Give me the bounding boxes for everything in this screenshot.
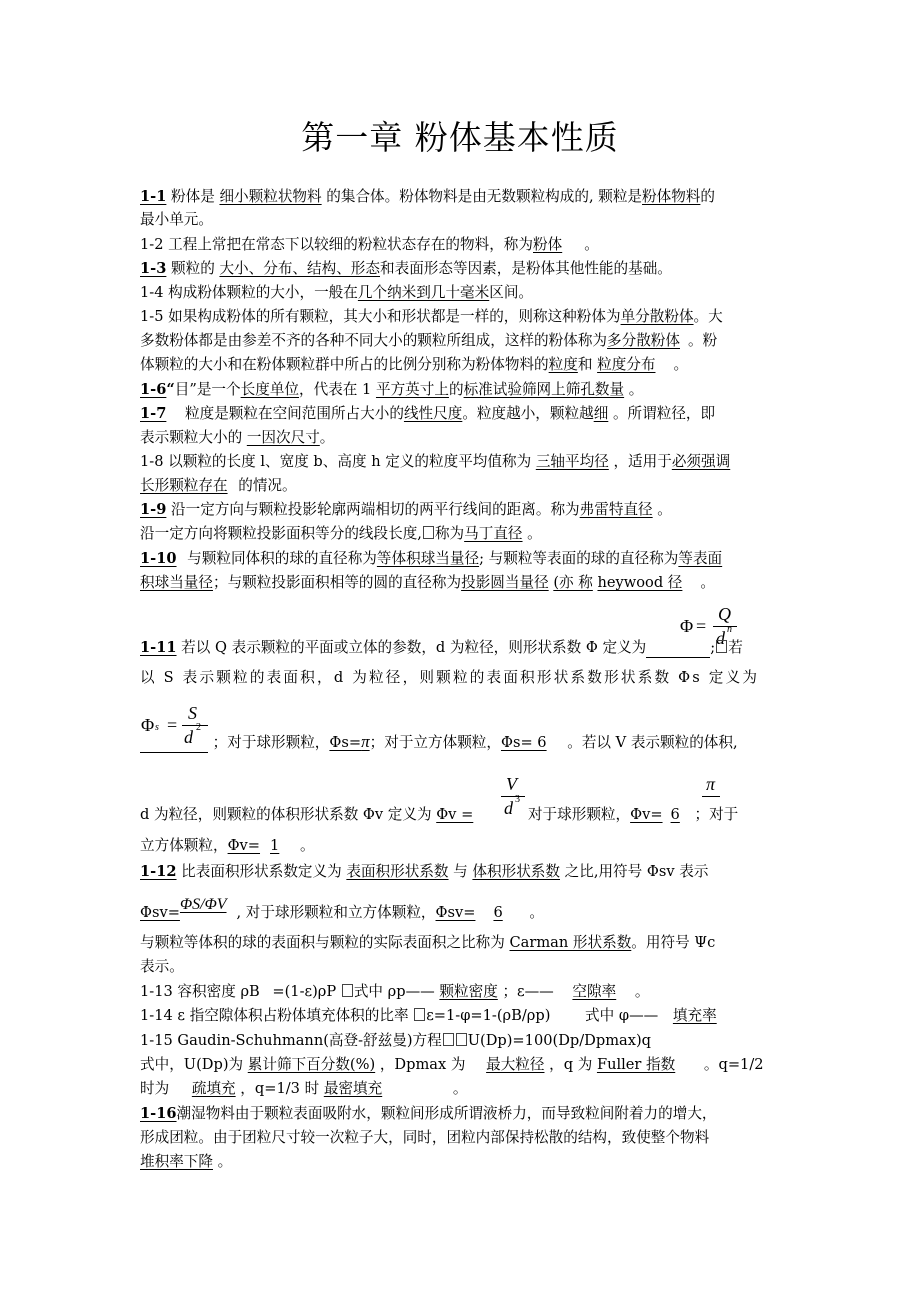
text: ，Dpmax 为 bbox=[379, 1056, 466, 1073]
q1-12-line1 bbox=[140, 862, 785, 882]
q-number: 1-1 bbox=[140, 188, 167, 205]
text: 粒度是颗粒在空间范围所占大小的 bbox=[185, 405, 404, 422]
q1-10-line1 bbox=[140, 549, 785, 569]
answer: 体积形状系数 bbox=[472, 863, 560, 880]
q1-5-line1 bbox=[140, 307, 785, 327]
answer: Φs= 6 bbox=[500, 734, 547, 751]
answer: 线性尺度 bbox=[403, 405, 463, 422]
text: ; bbox=[710, 639, 716, 656]
subscript: s bbox=[155, 722, 159, 733]
text: ；对于球形颗粒， bbox=[212, 734, 330, 751]
text: 。 bbox=[584, 236, 599, 253]
missing-glyph-box bbox=[414, 1008, 425, 1021]
q1-15-line2 bbox=[140, 1055, 785, 1075]
answer: 粒度 bbox=[548, 356, 578, 373]
answer: 几个纳米到几十毫米 bbox=[357, 284, 490, 301]
text: 。 bbox=[319, 429, 335, 446]
text: 立方体颗粒， bbox=[140, 837, 228, 854]
denominator: d bbox=[184, 727, 193, 747]
answer: 细 bbox=[593, 405, 609, 422]
text: 1-8 以颗粒的长度 l、宽度 b、高度 h 定义的粒度平均值称为 bbox=[140, 453, 532, 470]
q-number: 1-3 bbox=[140, 260, 167, 277]
missing-glyph-box bbox=[443, 1033, 454, 1046]
numerator: V bbox=[506, 774, 517, 794]
exponent: 2 bbox=[196, 722, 201, 733]
q1-4 bbox=[140, 283, 785, 303]
answer: 积球当量径 bbox=[140, 574, 213, 591]
answer: 累计筛下百分数(%) bbox=[247, 1056, 376, 1073]
q1-8-line1 bbox=[140, 452, 785, 472]
text: 的 bbox=[700, 188, 716, 205]
q1-10-line2 bbox=[140, 573, 785, 593]
text: 和 bbox=[577, 356, 593, 373]
q-number: 1-10 bbox=[140, 550, 177, 567]
q1-7-line2 bbox=[140, 428, 785, 448]
text: 1-14 ε 指空隙体积占粉体填充体积的比率 bbox=[140, 1007, 409, 1024]
text: (亦 称 bbox=[553, 574, 593, 591]
q1-12-line3 bbox=[140, 933, 785, 953]
answer: Φsv= bbox=[140, 904, 180, 921]
answer: 粉体 bbox=[533, 236, 563, 253]
text: 之比,用符号 Φsv 表示 bbox=[564, 863, 709, 880]
text: 。 bbox=[529, 904, 544, 921]
q-number: 1-6 bbox=[140, 381, 167, 398]
text: 的情况。 bbox=[238, 477, 297, 494]
answer: 粒度分布 bbox=[597, 356, 656, 373]
q1-1-line1 bbox=[140, 187, 785, 207]
exponent: n bbox=[727, 624, 732, 635]
q1-16-line2: 形成团粒。由于团粒尺寸较一次粒子大，同时，团粒内部保持松散的结构，致使整个物料 bbox=[140, 1129, 710, 1146]
text: d 为粒径，则颗粒的体积形状系数 Φv 定义为 bbox=[140, 806, 432, 823]
text: 沿一定方向与颗粒投影轮廓两端相切的两平行线间的距离。称为 bbox=[171, 501, 580, 518]
text: 区间。 bbox=[489, 284, 534, 301]
text: 颗粒的 bbox=[171, 260, 215, 277]
text: 。 bbox=[217, 1153, 233, 1170]
formula-blank bbox=[646, 641, 710, 658]
text: 式中，U(Dp)为 bbox=[140, 1056, 244, 1073]
answer: 粉体物料 bbox=[642, 188, 701, 205]
numerator: Q bbox=[718, 604, 731, 624]
q-number: 1-11 bbox=[140, 639, 177, 656]
text: 。若以 V 表示颗粒的体积, bbox=[567, 734, 738, 751]
q1-14 bbox=[140, 1006, 785, 1026]
text: 比表面积形状系数定义为 bbox=[181, 863, 342, 880]
text: 。 bbox=[628, 381, 644, 398]
pi-numerator: π bbox=[706, 774, 716, 794]
answer: 必须强调 bbox=[671, 453, 731, 470]
answer: Φv = bbox=[436, 806, 474, 823]
fraction-bar bbox=[713, 626, 737, 627]
text: 。 bbox=[634, 983, 650, 1000]
text: 。 bbox=[700, 574, 716, 591]
quote-mark: “ bbox=[166, 381, 175, 398]
text: 多数粉体都是由参差不齐的各种不同大小的颗粒所组成，这样的粉体称为 bbox=[140, 332, 608, 349]
q1-12-line2 bbox=[140, 896, 785, 923]
q1-9-line2 bbox=[140, 524, 785, 544]
equals: = bbox=[167, 715, 178, 735]
text: 若以 Q 表示颗粒的平面或立体的参数，d 为粒径，则形状系数 Φ 定义为 bbox=[181, 639, 647, 656]
answer: 一因次尺寸 bbox=[246, 429, 320, 446]
answer: Φv= bbox=[630, 806, 663, 823]
text: 式中 φ—— bbox=[585, 1007, 659, 1024]
q1-11-line5 bbox=[140, 836, 785, 856]
text: 的 bbox=[448, 381, 464, 398]
q-number: 1-12 bbox=[140, 863, 177, 880]
text: , 对于球形颗粒和立方体颗粒， bbox=[236, 904, 436, 921]
text: ; 与颗粒等表面的球的直径称为 bbox=[479, 550, 679, 567]
answer: Fuller 指数 bbox=[596, 1056, 676, 1073]
answer: 等体积球当量径 bbox=[376, 550, 480, 567]
q-number: 1-9 bbox=[140, 501, 167, 518]
q1-11-line2: 以 S 表示颗粒的表面积，d 为粒径，则颗粒的表面积形状系数形状系数 Φs 定义为 bbox=[140, 669, 760, 686]
answer: 细小颗粒状物料 bbox=[219, 188, 322, 205]
answer: 疏填充 bbox=[191, 1080, 236, 1097]
text: 目”是一个 bbox=[174, 381, 241, 398]
text: ，代表在 1 bbox=[299, 381, 372, 398]
one: 1 bbox=[270, 837, 280, 854]
answer: 等表面 bbox=[678, 550, 723, 567]
answer: 单分散粉体 bbox=[620, 308, 694, 325]
chapter-title: 第一章 粉体基本性质 bbox=[301, 118, 619, 157]
answer: 堆积率下降 bbox=[140, 1153, 213, 1170]
missing-glyph-box bbox=[342, 984, 353, 997]
answer: 多分散粉体 bbox=[607, 332, 680, 349]
text: 1-2 工程上常把在常态下以较细的粉粒状态存在的物料，称为 bbox=[140, 236, 533, 253]
q1-8-line2 bbox=[140, 476, 785, 496]
q-number: 1-16 bbox=[140, 1105, 177, 1122]
answer: 填充率 bbox=[672, 1007, 717, 1024]
text: 。用符号 Ψc bbox=[631, 934, 716, 951]
missing-glyph-box bbox=[423, 526, 434, 539]
text: 的集合体。粉体物料是由无数颗粒构成的, 颗粒是 bbox=[326, 188, 643, 205]
answer: 空隙率 bbox=[572, 983, 617, 1000]
exponent: 3 bbox=[515, 794, 520, 805]
q1-1-line2: 最小单元。 bbox=[140, 211, 213, 228]
text: =(1-ε)ρP bbox=[272, 983, 337, 1000]
text: 式中 ρp—— bbox=[353, 983, 435, 1000]
text: 与颗粒同体积的球的直径称为 bbox=[187, 550, 377, 567]
formula-blank bbox=[140, 736, 208, 753]
q-number: 1-7 bbox=[140, 405, 167, 422]
q1-13 bbox=[140, 982, 785, 1002]
missing-glyph-box bbox=[456, 1033, 467, 1046]
answer: Carman 形状系数 bbox=[509, 934, 632, 951]
q1-11-line3 bbox=[140, 732, 785, 753]
q1-7-line1 bbox=[140, 404, 785, 424]
text: ；与颗粒投影面积相等的圆的直径称为 bbox=[212, 574, 462, 591]
text: ，q 为 bbox=[549, 1056, 593, 1073]
q1-9-line1 bbox=[140, 500, 785, 520]
six: 6 bbox=[493, 904, 503, 921]
text: 。 bbox=[299, 837, 315, 854]
q1-5-line2 bbox=[140, 331, 785, 351]
text: 。 bbox=[673, 356, 689, 373]
text: 沿一定方向将颗粒投影面积等分的线段长度, bbox=[140, 525, 422, 542]
text: ；对于立方体颗粒， bbox=[369, 734, 501, 751]
text: 若 bbox=[728, 639, 743, 656]
q1-6 bbox=[140, 380, 785, 400]
text: 1-13 容积密度 ρB bbox=[140, 983, 260, 1000]
q1-11-line1 bbox=[140, 638, 785, 658]
fraction-bar bbox=[501, 796, 525, 797]
q1-16-line1 bbox=[140, 1104, 785, 1124]
answer: Φsv= bbox=[435, 904, 476, 921]
text: 。粒度越小，颗粒越 bbox=[462, 405, 594, 422]
six: 6 bbox=[670, 806, 680, 823]
q1-16-line3 bbox=[140, 1152, 785, 1172]
answer: heywood 径 bbox=[597, 574, 683, 591]
q1-2 bbox=[140, 235, 785, 255]
text: ，适用于 bbox=[613, 453, 672, 470]
text: 与 bbox=[453, 863, 468, 880]
text: ，q=1/3 时 bbox=[240, 1080, 320, 1097]
numerator: S bbox=[188, 703, 197, 723]
text: 潮湿物料由于颗粒表面吸附水，颗粒间形成所谓液桥力，而导致粒间附着力的增大， bbox=[176, 1105, 717, 1122]
text: ；ε—— bbox=[502, 983, 554, 1000]
answer: 长形颗粒存在 bbox=[140, 477, 228, 494]
text: 粉体是 bbox=[171, 188, 215, 205]
text: 。 bbox=[527, 525, 542, 542]
text: 。大 bbox=[693, 308, 723, 325]
text: 和表面形态等因素，是粉体其他性能的基础。 bbox=[380, 260, 672, 277]
q1-15-line3 bbox=[140, 1079, 785, 1099]
denominator: d bbox=[504, 798, 513, 818]
answer: 平方英寸上 bbox=[375, 381, 449, 398]
text: 1-15 Gaudin-Schuhmann(高登-舒兹曼)方程 bbox=[140, 1032, 442, 1049]
denominator: d bbox=[716, 628, 725, 648]
phi-symbol: Φ bbox=[680, 616, 694, 636]
phi-symbol: Φ bbox=[141, 715, 155, 735]
text: 1-4 构成粉体颗粒的大小，一般在 bbox=[140, 284, 358, 301]
text: ε=1-φ=1-(ρB/ρp) bbox=[426, 1007, 551, 1024]
text: 对于球形颗粒， bbox=[527, 806, 631, 823]
answer: 投影圆当量径 bbox=[461, 574, 549, 591]
text: ；对于 bbox=[694, 806, 739, 823]
text: U(Dp)=100(Dp/Dpmax)q bbox=[467, 1032, 652, 1049]
answer: 颗粒密度 bbox=[439, 983, 498, 1000]
q1-12-line4: 表示。 bbox=[140, 958, 184, 975]
text: 。 bbox=[657, 501, 672, 518]
text: 。粉 bbox=[688, 332, 718, 349]
formula: ΦS/ΦV bbox=[179, 896, 227, 913]
fraction-bar bbox=[182, 725, 208, 726]
answer: 弗雷特直径 bbox=[579, 501, 653, 518]
text: 体颗粒的大小和在粉体颗粒群中所占的比例分别称为粉体物料的 bbox=[140, 356, 549, 373]
answer: 大小、分布、结构、形态 bbox=[219, 260, 380, 277]
answer: Φs= bbox=[329, 734, 362, 751]
text: 。 bbox=[452, 1080, 468, 1097]
text: 与颗粒等体积的球的表面积与颗粒的实际表面积之比称为 bbox=[140, 934, 505, 951]
answer: 标准试验筛网上筛孔数量 bbox=[463, 381, 625, 398]
answer: 三轴平均径 bbox=[535, 453, 609, 470]
answer: 最大粒径 bbox=[486, 1056, 545, 1073]
answer: Φv= bbox=[227, 837, 261, 854]
text: 表示颗粒大小的 bbox=[140, 429, 243, 446]
q1-5-line3 bbox=[140, 355, 785, 375]
q1-11-line4 bbox=[140, 805, 785, 825]
text: 1-5 如果构成粉体的所有颗粒，其大小和形状都是一样的，则称这种粉体为 bbox=[140, 308, 621, 325]
answer: 最密填充 bbox=[323, 1080, 383, 1097]
answer: 表面积形状系数 bbox=[346, 863, 449, 880]
pi-symbol: π bbox=[361, 732, 370, 751]
q1-15-line1 bbox=[140, 1031, 785, 1051]
answer: 长度单位 bbox=[240, 381, 300, 398]
text: 。q=1/2 bbox=[703, 1056, 764, 1073]
text: 时为 bbox=[140, 1080, 170, 1097]
equals: = bbox=[696, 616, 707, 636]
answer: 马丁直径 bbox=[464, 525, 523, 542]
missing-glyph-box bbox=[716, 640, 727, 653]
text: 称为 bbox=[434, 525, 465, 542]
text: 。所谓粒径，即 bbox=[612, 405, 716, 422]
q1-3 bbox=[140, 259, 785, 279]
fraction-bar bbox=[702, 796, 720, 797]
